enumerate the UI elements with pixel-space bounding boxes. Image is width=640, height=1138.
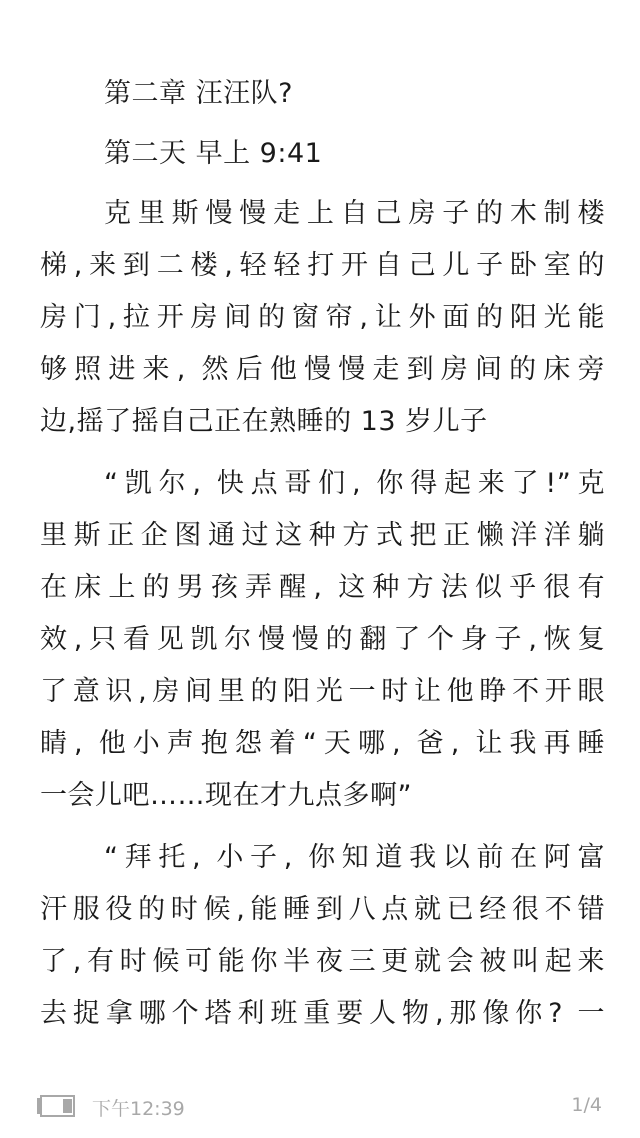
page-indicator: 1/4 [571, 1094, 602, 1116]
status-time: 下午12:39 [92, 1098, 185, 1120]
chapter-title: 第二章 汪汪队? [104, 78, 293, 109]
text-line: 在床上的男孩弄醒, 这种方法似乎很有 [40, 572, 605, 603]
text-line: “拜托, 小子, 你知道我以前在阿富 [104, 842, 605, 873]
text-line: 去捉拿哪个塔利班重要人物,那像你? 一 [40, 998, 605, 1029]
text-line: 里斯正企图通过这种方式把正懒洋洋躺 [40, 520, 605, 551]
text-line: “凯尔, 快点哥们, 你得起来了!”克 [104, 468, 605, 499]
text-line: 边,摇了摇自己正在熟睡的 13 岁儿子 [40, 406, 488, 437]
text-line: 房门,拉开房间的窗帘,让外面的阳光能 [40, 302, 605, 333]
paragraph-2 [40, 458, 605, 822]
text-line: 了意识,房间里的阳光一时让他睁不开眼 [40, 676, 605, 707]
text-line: 够照进来, 然后他慢慢走到房间的床旁 [40, 354, 605, 385]
chapter-timestamp: 第二天 早上 9:41 [104, 138, 323, 169]
paragraph-1 [40, 188, 605, 448]
text-line: 克里斯慢慢走上自己房子的木制楼 [104, 198, 605, 229]
text-line: 睛, 他小声抱怨着“天哪, 爸, 让我再睡 [40, 728, 605, 759]
text-line: 汗服役的时候,能睡到八点就已经很不错 [40, 894, 605, 925]
text-line: 梯,来到二楼,轻轻打开自己儿子卧室的 [40, 250, 605, 281]
text-line: 一会儿吧……现在才九点多啊” [40, 780, 412, 811]
text-line: 了,有时候可能你半夜三更就会被叫起来 [40, 946, 605, 977]
battery-icon [36, 1095, 76, 1117]
text-line: 效,只看见凯尔慢慢的翻了个身子,恢复 [40, 624, 605, 655]
paragraph-3 [40, 832, 605, 1040]
reader-content[interactable] [40, 68, 605, 1050]
reader-status-bar [0, 1086, 640, 1126]
